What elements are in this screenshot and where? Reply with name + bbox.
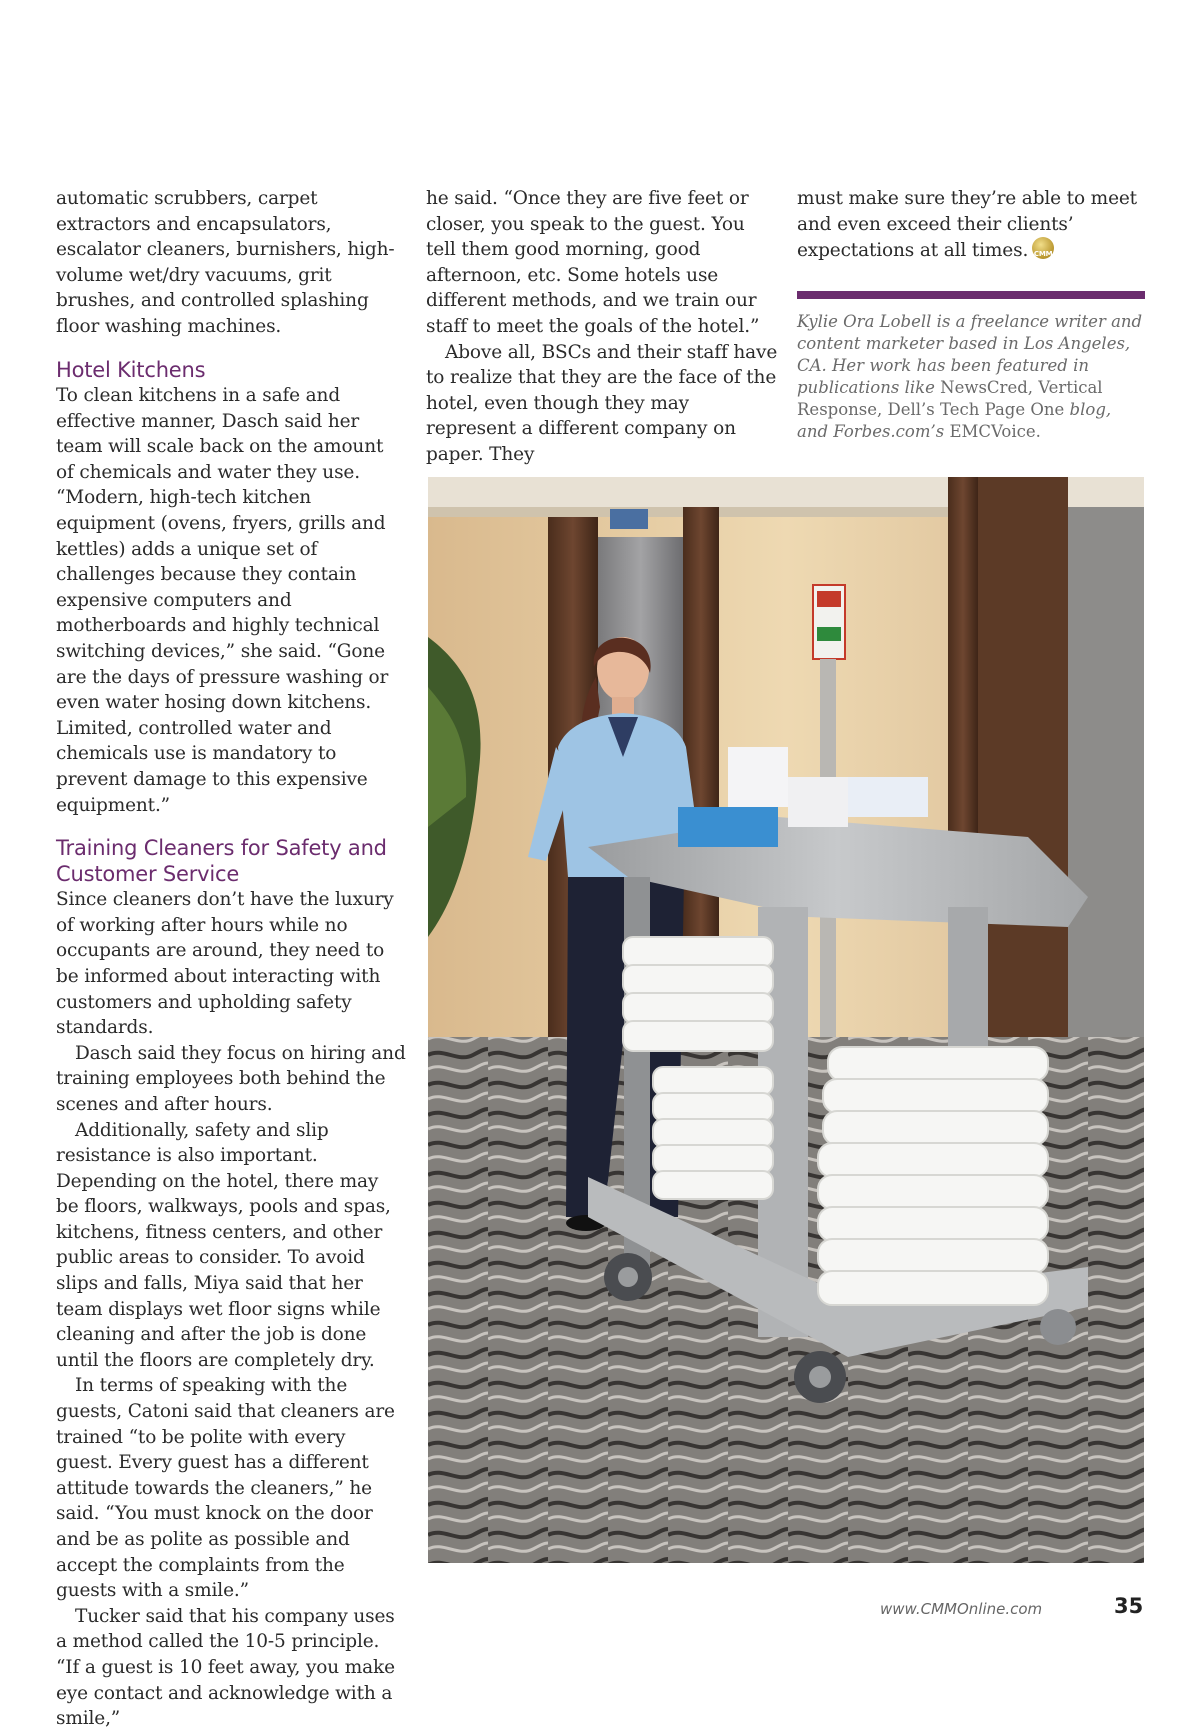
page-number: 35: [1114, 1594, 1144, 1618]
conclusion-text: must make sure they’re able to meet and even exceed their clients’ expectations at all times.: [797, 188, 1137, 262]
paragraph-training-2: Dasch said they focus on hiring and training employees both behind the scenes and after hours.: [56, 1042, 406, 1115]
article-column-2: [426, 186, 778, 468]
paragraph-training-4: In terms of speaking with the guests, Catoni said that cleaners are trained “to be polite with every guest. Every guest has a different attitude towards the cleaners,” he said. “You must knock on the door and be as polite as possible and accept the complaints from the guests with a smile.”: [56, 1375, 395, 1602]
end-of-article-icon: [1032, 237, 1054, 259]
paragraph-equipment: automatic scrubbers, carpet extractors and encapsulators, escalator cleaners, burnishers, high-volume wet/dry vacuums, grit brushes, and controlled splashing floor washing machines.: [56, 188, 395, 337]
author-bio: [797, 311, 1147, 443]
article-column-1: [56, 186, 406, 1732]
subheading-training: Training Cleaners for Safety and Customer Service: [56, 836, 387, 886]
paragraph-conclusion: [797, 186, 1147, 264]
housekeeper-cart-photo: [428, 477, 1144, 1563]
bio-text-b: blog, and Forbes.com’s: [797, 400, 1112, 441]
footer-website: www.CMMOnline.com: [880, 1600, 1043, 1618]
end-mark-text: CMM: [1033, 250, 1053, 259]
paragraph-kitchens: To clean kitchens in a safe and effective manner, Dasch said her team will scale back on the amount of chemicals and water they use. “Modern, high-tech kitchen equipment (ovens, fryers, grills and kettles) adds a unique set of challenges because they contain expensive computers and motherboards and highly technical switching devices,” she said. “Gone are the days of pressure washing or even water hosing down kitchens. Limited, controlled water and chemicals use is mandatory to prevent damage to this expensive equipment.”: [56, 385, 389, 816]
paragraph-face-of-hotel: Above all, BSCs and their staff have to realize that they are the face of the hotel, even though they may represent a different company on paper. They: [426, 341, 778, 465]
bio-text-a: Kylie Ora Lobell is a freelance writer and content marketer based in Los Angeles, CA. Her work has been featured in publications like: [797, 312, 1143, 397]
article-column-3: [797, 186, 1147, 264]
subheading-hotel-kitchens: Hotel Kitchens: [56, 357, 206, 382]
paragraph-training-5: Tucker said that his company uses a method called the 10-5 principle. “If a guest is 10 feet away, you make eye contact and acknowledge with a smile,”: [56, 1605, 395, 1730]
paragraph-five-feet: he said. “Once they are five feet or closer, you speak to the guest. You tell them good morning, good afternoon, etc. Some hotels use different methods, and we train our staff to meet the goals of the hotel.”: [426, 188, 760, 337]
bio-publications-1: NewsCred, Vertical Response, Dell’s Tech Page One: [797, 378, 1103, 419]
paragraph-training-1: Since cleaners don’t have the luxury of working after hours while no occupants are around, they need to be informed about interacting with customers and upholding safety standards.: [56, 889, 394, 1039]
bio-publications-2: EMCVoice.: [949, 422, 1041, 441]
bio-divider: [797, 291, 1145, 299]
paragraph-training-3: Additionally, safety and slip resistance is also important. Depending on the hotel, there may be floors, walkways, pools and spas, kitchens, fitness centers, and other public areas to consider. To avoid slips and falls, Miya said that her team displays wet floor signs while cleaning and after the job is done until the floors are completely dry.: [56, 1119, 391, 1371]
